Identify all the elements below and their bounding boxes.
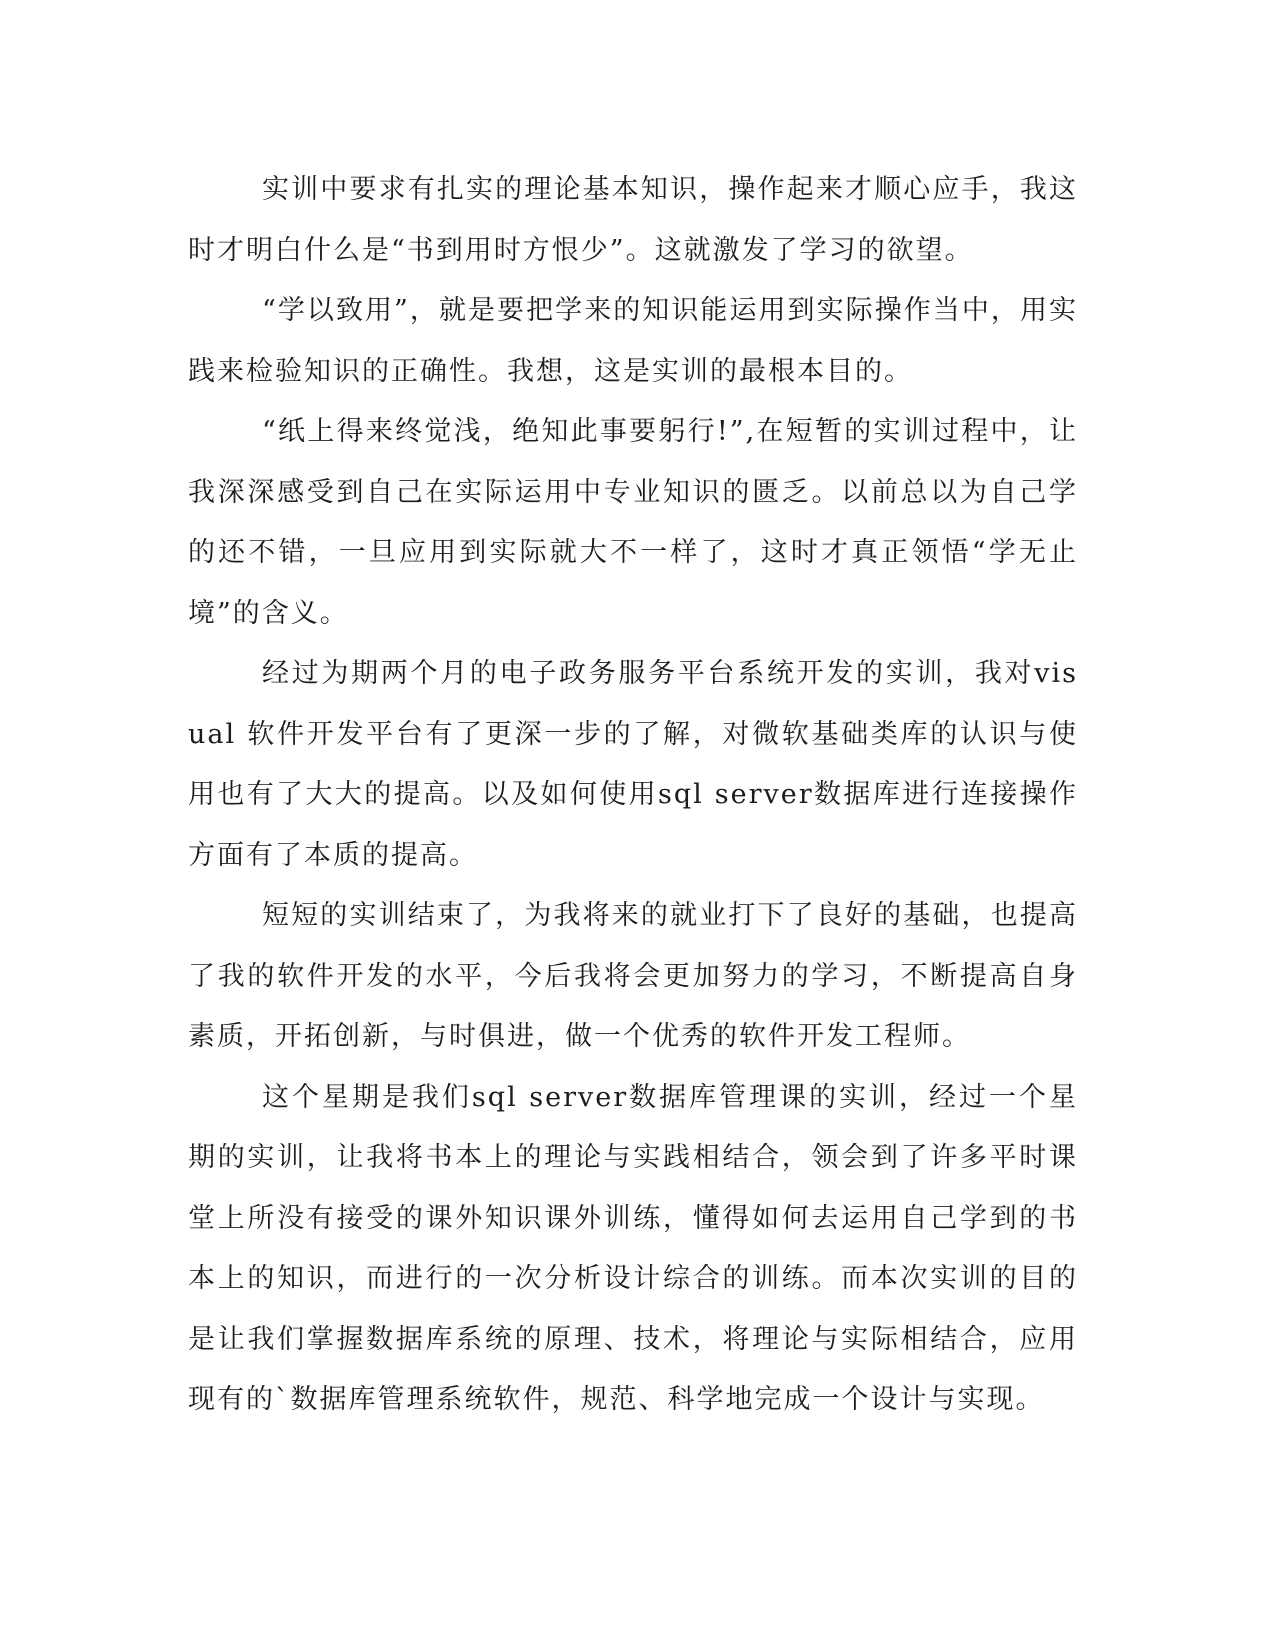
paragraph: 经过为期两个月的电子政务服务平台系统开发的实训，我对visual 软件开发平台有了更深一步的了解，对微软基础类库的认识与使用也有了大大的提高。以及如何使用sql server数据库进行连接操作方面有了本质的提高。	[188, 658, 1078, 871]
paragraph: “纸上得来终觉浅，绝知此事要躬行!”,在短暂的实训过程中，让我深深感受到自己在实际运用中专业知识的匮乏。以前总以为自己学的还不错，一旦应用到实际就大不一样了，这时才真正领悟“学无止境”的含义。	[188, 416, 1078, 629]
paragraph: “学以致用”，就是要把学来的知识能运用到实际操作当中，用实践来检验知识的正确性。我想，这是实训的最根本目的。	[188, 295, 1078, 387]
paragraph: 短短的实训结束了，为我将来的就业打下了良好的基础，也提高了我的软件开发的水平，今后我将会更加努力的学习，不断提高自身素质，开拓创新，与时俱进，做一个优秀的软件开发工程师。	[188, 900, 1078, 1052]
paragraph: 这个星期是我们sql server数据库管理课的实训，经过一个星期的实训，让我将书本上的理论与实践相结合，领会到了许多平时课堂上所没有接受的课外知识课外训练，懂得如何去运用自己学到的书本上的知识，而进行的一次分析设计综合的训练。而本次实训的目的是让我们掌握数据库系统的原理、技术，将理论与实际相结合，应用现有的`数据库管理系统软件，规范、科学地完成一个设计与实现。	[188, 1081, 1078, 1415]
paragraph: 实训中要求有扎实的理论基本知识，操作起来才顺心应手，我这时才明白什么是“书到用时方恨少”。这就激发了学习的欲望。	[188, 174, 1078, 266]
document-body	[188, 160, 1078, 1431]
